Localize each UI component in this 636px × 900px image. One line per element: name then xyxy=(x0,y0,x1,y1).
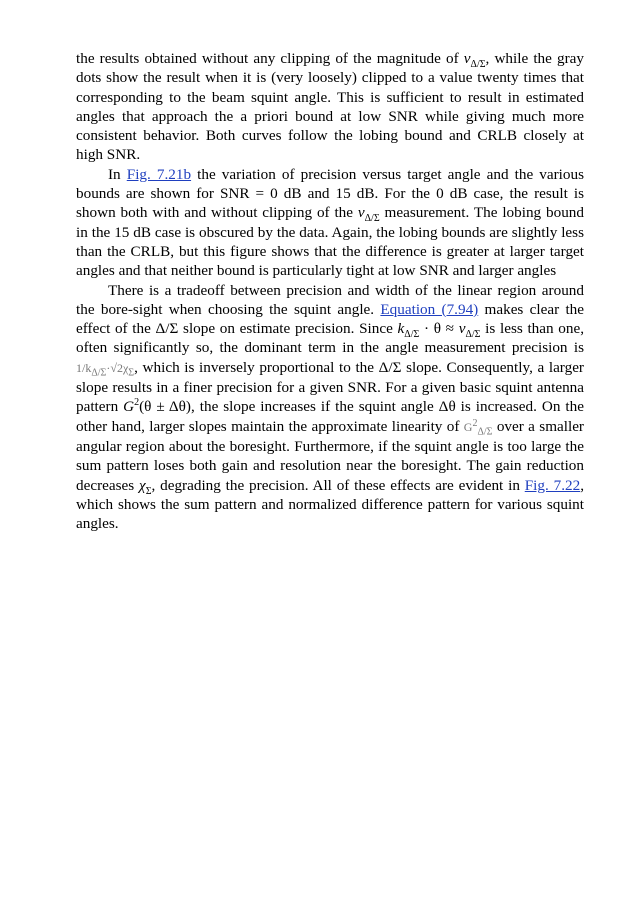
math-v: v xyxy=(357,204,365,222)
paragraph-2 xyxy=(76,165,584,281)
math-v-sub: Δ/Σ xyxy=(465,329,481,341)
math-g: G xyxy=(123,398,135,416)
text: · θ ≈ xyxy=(419,320,459,338)
text: the results obtained without any clipping of the magnitude of xyxy=(76,50,464,67)
text: , which is inversely proportional to the Δ/Σ slope. Consequently, a larger slope results in a finer precision for a given SNR. For a given basic squint antenna pattern xyxy=(76,358,584,416)
page-body xyxy=(76,49,584,533)
math-k: k xyxy=(397,320,405,338)
math-k-sub: Δ/Σ xyxy=(404,329,420,341)
text: makes clear the effect of the Δ/Σ slope on estimate precision. Since xyxy=(76,300,585,338)
math-g-sup: 2 xyxy=(134,397,140,409)
math-v: v xyxy=(458,320,466,338)
text: , degrading the precision. All of these effects are evident in xyxy=(151,476,525,494)
paragraph-3 xyxy=(76,281,584,534)
text: measurement. The lobing bound in the 15 dB case is obscured by the data. Again, the lobing bounds are slightly less than the CRLB, but this figure shows that the difference is greater at larger target angles and that neither bound is particularly tight at low SNR and larger angles xyxy=(76,204,584,280)
math-chi: χ xyxy=(139,476,146,494)
text: , which shows the sum pattern and normalized difference pattern for various squint angles. xyxy=(76,476,584,533)
inline-equation-image-2: $G^2_{\Delta/\Sigma}$ xyxy=(463,417,493,438)
fig-7-21b-link[interactable]: Fig. 7.21b xyxy=(126,165,192,183)
text: In xyxy=(108,165,127,183)
text: , while the gray dots show the result when it is (very loosely) clipped to a value twenty times that corresponding to the beam squint angle. This is sufficient to result in estimated angles that approach the a priori bound at low SNR while giving much more consistent behavior. Both curves follow the lobing bound and CRLB closely at high SNR. xyxy=(76,50,584,164)
text: There is a tradeoff between precision and width of the linear region around the bore-sight when choosing the squint angle. xyxy=(76,281,584,318)
text: the variation of precision versus target angle and the various bounds are shown for SNR = 0 dB and 15 dB. For the 0 dB case, the result is shown both with and without clipping of the xyxy=(76,165,585,222)
inline-equation-image: $1/k_{\Delta/\Sigma}\cdot√2\chi_\Sigma$ xyxy=(76,360,135,379)
paragraph-1 xyxy=(76,49,584,165)
math-chi-sub: Σ xyxy=(145,485,152,497)
text: (θ ± Δθ), the slope increases if the squint angle Δθ is increased. On the other hand, larger slopes maintain the approximate linearity of xyxy=(76,398,584,435)
math-v-sub: Δ/Σ xyxy=(470,59,486,71)
equation-7-94-link[interactable]: Equation (7.94) xyxy=(380,300,479,318)
fig-7-22-link[interactable]: Fig. 7.22 xyxy=(524,476,581,494)
text: over a smaller angular region about the boresight. Furthermore, if the squint angle is too large the sum pattern loses both gain and resolution near the boresight. The gain reduction decreases xyxy=(76,417,584,494)
math-v-sub: Δ/Σ xyxy=(364,213,380,225)
math-v: v xyxy=(463,50,471,67)
text: is less than one, often significantly so, the dominant term in the angle measurement precision is xyxy=(76,320,584,357)
